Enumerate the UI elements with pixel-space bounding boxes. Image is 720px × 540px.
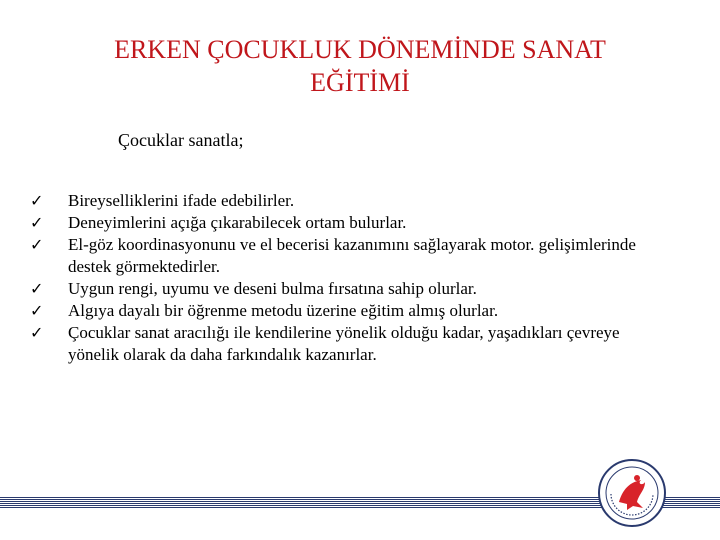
check-icon: ✓: [30, 213, 44, 232]
bullet-item: [30, 322, 670, 366]
bullet-item: [30, 234, 670, 278]
bullet-text: Uygun rengi, uyumu ve deseni bulma fırsatına sahip olurlar.: [68, 279, 477, 298]
slide-title: [40, 34, 680, 99]
check-icon: ✓: [30, 279, 44, 298]
bullet-text: Algıya dayalı bir öğrenme metodu üzerine eğitim almış olurlar.: [68, 301, 499, 320]
check-icon: ✓: [30, 301, 44, 320]
bullet-list: [30, 190, 670, 366]
bullet-item: [30, 212, 670, 234]
bullet-text: Çocuklar sanat aracılığı ile kendilerine yönelik olduğu kadar, yaşadıkları çevreye yönelik olarak da daha farkındalık kazanırlar.: [68, 323, 620, 364]
intro-text: Çocuklar sanatla;: [118, 130, 244, 150]
bullet-text: El-göz koordinasyonunu ve el becerisi kazanımını sağlayarak motor. gelişimlerinde destek görmektedirler.: [68, 235, 636, 276]
bullet-text: Bireyselliklerini ifade edebilirler.: [68, 191, 295, 210]
check-icon: ✓: [30, 323, 44, 342]
slide-title-line-2: EĞİTİMİ: [310, 67, 410, 97]
check-icon: ✓: [30, 235, 44, 254]
university-seal-icon: [597, 458, 667, 528]
check-icon: ✓: [30, 191, 44, 210]
bullet-text: Deneyimlerini açığa çıkarabilecek ortam bulurlar.: [68, 213, 407, 232]
bullet-item: [30, 278, 670, 300]
bullet-item: [30, 190, 670, 212]
slide-title-line-1: ERKEN ÇOCUKLUK DÖNEMİNDE SANAT: [114, 35, 606, 64]
bullet-item: [30, 300, 670, 322]
